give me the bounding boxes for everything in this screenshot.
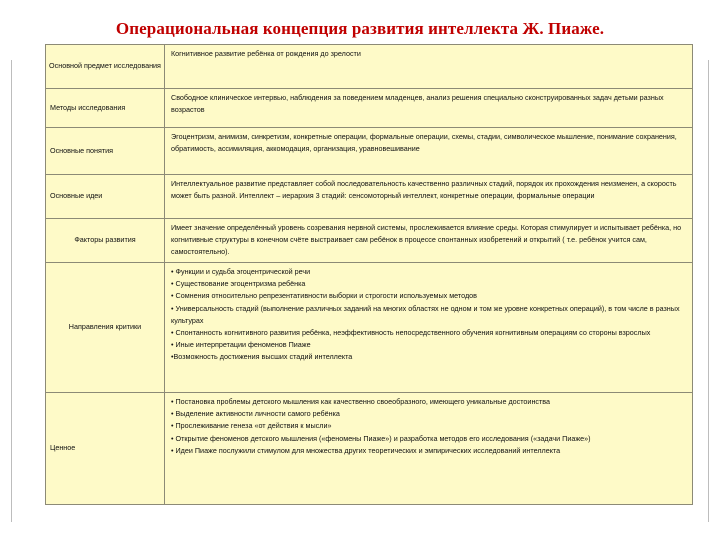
critique-item: •Возможность достижения высших стадий интеллекта — [171, 352, 353, 362]
row-label: Основные идеи — [46, 175, 165, 219]
table-row — [46, 175, 693, 219]
table-row — [46, 393, 693, 505]
row-content: Когнитивное развитие ребёнка от рождения до зрелости — [165, 45, 693, 89]
critique-item: • Иные интерпретации феноменов Пиаже — [171, 340, 311, 350]
row-content: Эгоцентризм, анимизм, синкретизм, конкретные операции, формальные операции, схемы, стадии, символическое мышление, понимание сохранения, обратимость, ассимиляция, аккомодация, организация, уравновешивание — [165, 128, 693, 175]
row-label: Ценное — [46, 393, 165, 505]
value-item: • Выделение активности личности самого ребёнка — [171, 409, 340, 419]
concept-table — [45, 44, 693, 505]
value-item: • Прослеживание генеза «от действия к мысли» — [171, 421, 332, 431]
row-label: Основной предмет исследования — [46, 45, 165, 89]
page-title: Операциональная концепция развития интеллекта Ж. Пиаже. — [115, 19, 605, 38]
value-item: • Открытие феноменов детского мышления («феномены Пиаже») и разработка методов его исследования («задачи Пиаже») — [171, 433, 591, 443]
left-border-line — [11, 60, 12, 522]
row-content: Интеллектуальное развитие представляет собой последовательность качественно различных стадий, порядок их прохождения неизменен, а скорость может быть разной. Интеллект – иерархия 3 стадий: сенсомоторный интеллект, конкретные операции, формальные операции — [165, 175, 693, 219]
table-row — [46, 128, 693, 175]
row-label: Методы исследования — [46, 89, 165, 128]
row-content: Имеет значение определённый уровень созревания нервной системы, прослеживается влияние среды. Которая стимулирует и испытывает ребёнка, но когнитивные структуры в конечном счёте выстраивает сам ребёнок в процессе спонтанных изобретений и открытий ( т.е. ребёнок учится сам, самостоятельно). — [165, 219, 693, 263]
row-content — [165, 393, 693, 505]
critique-item: • Сомнения относительно репрезентативности выборки и строгости используемых методов — [171, 291, 477, 301]
row-label: Факторы развития — [46, 219, 165, 263]
table-row — [46, 263, 693, 393]
table-row — [46, 45, 693, 89]
critique-item: • Универсальность стадий (выполнение различных заданий на многих областях не одном и том же уровне конкретных операций), в том числе в разных культурах — [171, 303, 680, 325]
row-label: Основные понятия — [46, 128, 165, 175]
value-item: • Постановка проблемы детского мышления как качественно своеобразного, имеющего уникальные достоинства — [171, 397, 551, 406]
table-row — [46, 89, 693, 128]
critique-item: • Спонтанность когнитивного развития ребёнка, неэффективность непосредственного обучения когнитивным операциям со стороны взрослых — [171, 328, 651, 338]
table-row — [46, 219, 693, 263]
critique-item: • Существование эгоцентризма ребёнка — [171, 279, 306, 289]
critique-item: • Функции и судьба эгоцентрической речи — [171, 267, 311, 276]
right-border-line — [708, 60, 709, 522]
value-item: • Идеи Пиаже послужили стимулом для множества других теоретических и эмпирических исследований интеллекта — [171, 445, 561, 455]
row-content — [165, 263, 693, 393]
row-label: Направления критики — [46, 263, 165, 393]
row-content: Свободное клиническое интервью, наблюдения за поведением младенцев, анализ решения специально сконструированных задач детьми разных возрастов — [165, 89, 693, 128]
